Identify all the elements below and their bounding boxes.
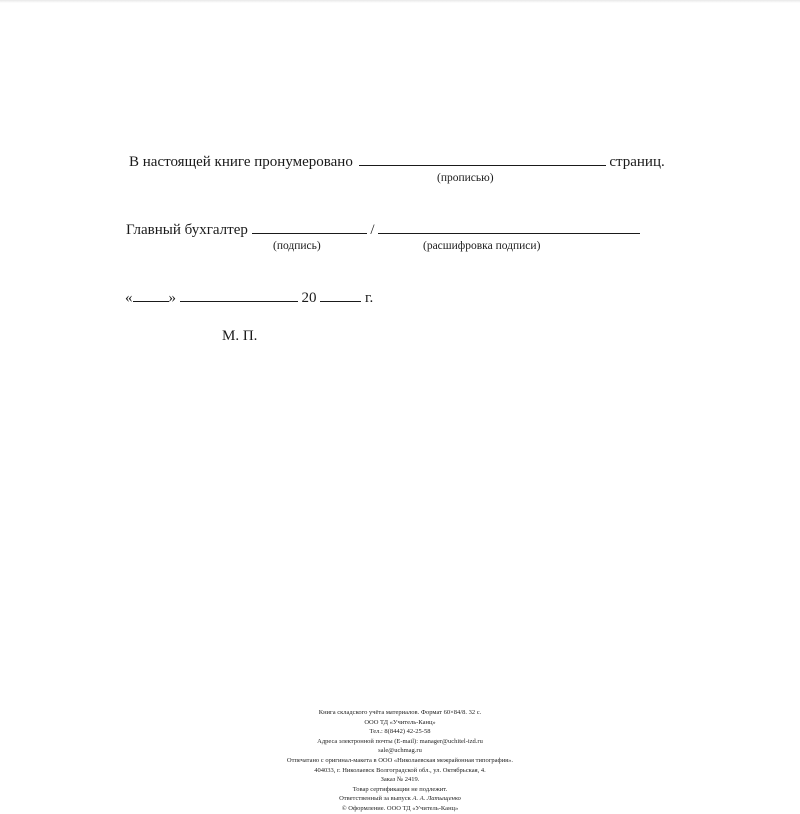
- signature-separator: /: [370, 222, 375, 238]
- imprint-line: Заказ № 2419.: [380, 776, 420, 784]
- pages-count-prefix: В настоящей книге пронумеровано: [129, 154, 353, 170]
- signature-hint: (подпись): [273, 240, 321, 252]
- imprint-line: © Оформление. ООО ТД «Учитель-Канц»: [341, 804, 459, 812]
- pages-count-line: [129, 151, 665, 171]
- year-prefix: 20: [301, 290, 317, 306]
- signature-decoding-blank: [378, 219, 640, 234]
- imprint-responsible-label: Ответственный за выпуск: [339, 795, 411, 803]
- imprint-line: Книга складского учёта материалов. Формат 60×84/8. 32 с.: [318, 709, 482, 716]
- chief-accountant-label: Главный бухгалтер: [126, 222, 248, 238]
- chief-accountant-line: [126, 219, 640, 239]
- imprint-responsible-name: А. А. Латыщенко: [412, 795, 461, 803]
- day-blank: [133, 287, 169, 302]
- year-suffix: г.: [365, 290, 374, 306]
- imprint-line: sale@uchmag.ru: [378, 747, 422, 755]
- pages-count-hint: (прописью): [437, 172, 494, 184]
- stamp-place: М. П.: [222, 328, 258, 344]
- month-blank: [180, 287, 298, 302]
- imprint-block: [190, 708, 610, 814]
- pages-count-suffix: страниц.: [609, 154, 665, 170]
- imprint-line: 404033, г. Николаевск Волгоградской обл., ул. Октябрьская, 4.: [314, 766, 486, 774]
- date-line: [125, 287, 373, 307]
- imprint-line: Отпечатано с оригинал-макета в ООО «Николаевская межрайонная типография».: [286, 756, 514, 764]
- signature-blank: [252, 219, 367, 234]
- imprint-line: Тел.: 8(8442) 42-25-58: [369, 728, 431, 736]
- signature-decoding-hint: (расшифровка подписи): [423, 240, 541, 252]
- date-open-quote: «: [125, 290, 133, 306]
- pages-count-blank: [359, 151, 606, 166]
- date-close-quote: »: [168, 290, 176, 306]
- imprint-line: [190, 794, 610, 804]
- imprint-line: Адреса электронной почты (E-mail): manager@uchitel-izd.ru: [317, 737, 483, 745]
- year-blank: [320, 287, 361, 302]
- imprint-line: ООО ТД «Учитель-Канц»: [364, 718, 436, 726]
- page-top-edge: [0, 0, 800, 3]
- imprint-line: Товар сертификации не подлежит.: [352, 785, 448, 793]
